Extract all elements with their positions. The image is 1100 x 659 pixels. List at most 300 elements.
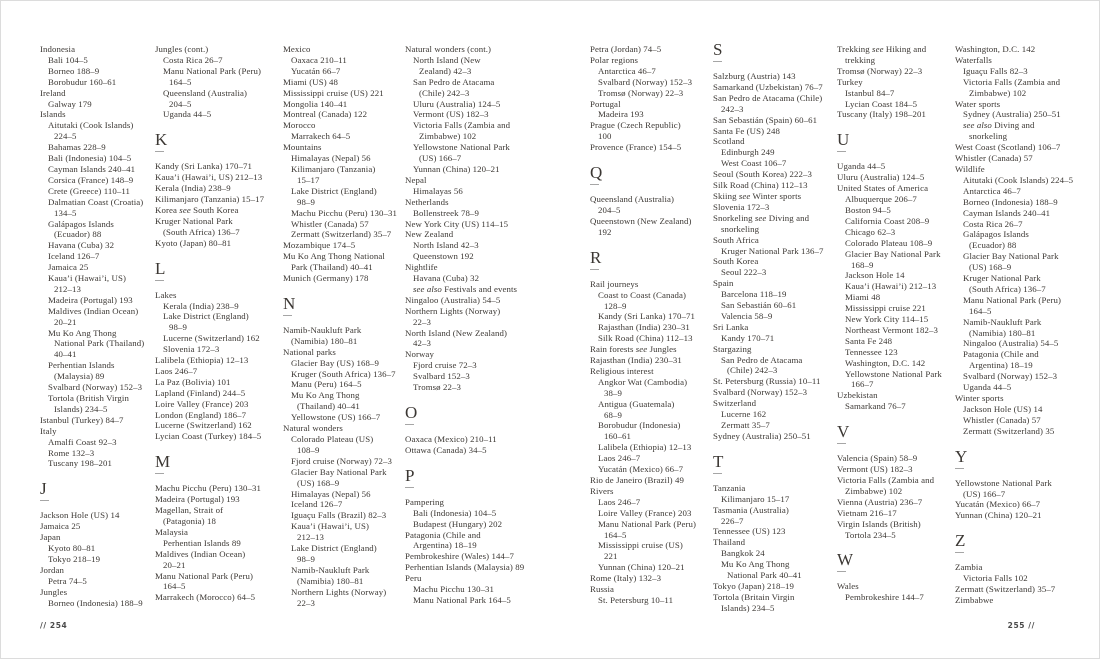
index-line: Kerala (India) 238–9 bbox=[163, 300, 239, 311]
index-column-5 bbox=[590, 44, 716, 606]
index-line: Tokyo 218–19 bbox=[48, 553, 101, 564]
index-line: Islands bbox=[40, 109, 66, 120]
index-line: Bali 104–5 bbox=[48, 54, 88, 65]
letter-rule bbox=[837, 151, 846, 152]
index-line: (Patagonia) 18 bbox=[163, 516, 216, 526]
index-line: Mu Ko Ang Thong bbox=[721, 559, 790, 570]
index-line: Argentina) 18–19 bbox=[969, 360, 1033, 371]
index-line: (Ecuador) 88 bbox=[54, 229, 102, 240]
index-line: Kaua’i (Hawai’i, US) bbox=[291, 521, 369, 532]
index-line: Crete (Greece) 110–11 bbox=[48, 185, 131, 196]
index-line: West Coast (Scotland) 106–7 bbox=[955, 142, 1061, 153]
index-line: (US) 168–9 bbox=[969, 262, 1012, 273]
index-line: Mississippi cruise 221 bbox=[845, 303, 926, 314]
index-line: Tortola (British Virgin bbox=[48, 393, 129, 403]
index-line: Magellan, Strait of bbox=[155, 505, 224, 516]
index-line: Mississippi cruise (US) bbox=[598, 540, 683, 551]
index-line: 42–3 bbox=[413, 338, 431, 349]
index-line: Himalayas (Nepal) 56 bbox=[291, 488, 371, 499]
index-line: San Sebastián 60–61 bbox=[721, 300, 797, 311]
index-line: Bali (Indonesia) 104–5 bbox=[48, 153, 132, 164]
index-line: Madeira 193 bbox=[598, 109, 644, 120]
index-line: Rajasthan (India) 230–31 bbox=[590, 355, 682, 366]
index-line: Prague (Czech Republic) bbox=[590, 120, 681, 131]
index-line: Manu National Park 164–5 bbox=[413, 594, 511, 605]
index-line: La Paz (Bolivia) 101 bbox=[155, 376, 231, 387]
index-line: 226–7 bbox=[721, 515, 744, 526]
index-line: Pembrokeshire 144–7 bbox=[845, 592, 924, 603]
index-line: Antarctica 46–7 bbox=[598, 65, 656, 76]
index-line: Ottawa (Canada) 34–5 bbox=[405, 444, 487, 455]
index-line: Polar regions bbox=[590, 54, 638, 65]
index-line: Rain forests see Jungles bbox=[590, 344, 677, 355]
index-line: Yellowstone (US) 166–7 bbox=[291, 412, 381, 423]
index-line: Loire Valley (France) 203 bbox=[155, 398, 249, 409]
index-line: Maldives (Indian Ocean) bbox=[48, 305, 139, 316]
letter-heading bbox=[405, 467, 531, 488]
index-line: Tuscany (Italy) 198–201 bbox=[837, 109, 926, 120]
index-line: (South Africa) 136–7 bbox=[969, 283, 1046, 294]
index-line: Namib-Naukluft Park bbox=[291, 564, 370, 575]
index-column-3 bbox=[283, 44, 409, 609]
index-line: Santa Fe 248 bbox=[845, 335, 893, 346]
index-line: Kruger National Park 136–7 bbox=[721, 245, 824, 256]
index-line: Natural wonders bbox=[283, 423, 343, 434]
index-line: Wales bbox=[837, 581, 859, 592]
index-line: Russia bbox=[590, 584, 615, 595]
index-line: Petra 74–5 bbox=[48, 575, 87, 586]
letter-glyph: M bbox=[155, 452, 171, 472]
index-line: Aitutaki (Cook Islands) 224–5 bbox=[963, 174, 1074, 185]
index-line: Victoria Falls (Zambia and bbox=[963, 76, 1061, 87]
index-line: Uganda 44–5 bbox=[963, 382, 1012, 393]
index-line: San Sebastián (Spain) 60–61 bbox=[713, 114, 818, 125]
index-line: Lapland (Finland) 244–5 bbox=[155, 387, 246, 398]
index-line: Mu Ko Ang Thong National bbox=[283, 251, 385, 262]
letter-glyph: T bbox=[713, 451, 724, 471]
index-line: Mu Ko Ang Thong bbox=[291, 390, 360, 401]
index-line: (Namibia) 180–81 bbox=[291, 335, 358, 346]
index-line: trekking bbox=[845, 54, 876, 65]
letter-heading bbox=[837, 131, 963, 152]
index-line: Iguaçu Falls (Brazil) 82–3 bbox=[291, 510, 387, 521]
index-line: Slovenia 172–3 bbox=[713, 201, 770, 212]
page-number-right: 255 // bbox=[1007, 621, 1035, 630]
index-line: 20–21 bbox=[54, 316, 77, 327]
letter-rule bbox=[155, 473, 164, 474]
index-line: Tokyo (Japan) 218–19 bbox=[713, 580, 795, 591]
index-line: Kaua’i (Hawai’i) 212–13 bbox=[845, 281, 937, 292]
index-line: Kilimanjaro (Tanzania) 15–17 bbox=[155, 194, 265, 205]
index-line: Tromsø (Norway) 22–3 bbox=[598, 87, 684, 98]
index-line: Havana (Cuba) 32 bbox=[48, 240, 115, 251]
index-line: Manu National Park (Peru) bbox=[598, 518, 697, 529]
index-line: Iceland 126–7 bbox=[48, 251, 100, 262]
letter-glyph: V bbox=[837, 422, 850, 442]
index-line: Chicago 62–3 bbox=[845, 226, 896, 237]
index-line: Sydney (Australia) 250–51 bbox=[713, 430, 811, 441]
letter-rule bbox=[40, 500, 49, 501]
index-line: Queenstown (New Zealand) bbox=[590, 215, 692, 226]
index-line: Bahamas 228–9 bbox=[48, 142, 106, 153]
index-line: Borneo 188–9 bbox=[48, 65, 100, 76]
index-line: Glacier Bay National Park bbox=[291, 466, 387, 477]
index-line: Galápagos Islands bbox=[963, 229, 1029, 240]
index-line: (Chile) 242–3 bbox=[727, 365, 778, 376]
index-line: Svalbard (Norway) 152–3 bbox=[713, 387, 808, 398]
index-line: New York City (US) 114–15 bbox=[405, 218, 509, 229]
letter-heading bbox=[405, 404, 531, 425]
index-line: Kandy 170–71 bbox=[721, 332, 775, 343]
index-line: Machu Picchu 130–31 bbox=[413, 584, 495, 595]
letter-glyph: K bbox=[155, 130, 168, 150]
index-line: Zermatt 35–7 bbox=[721, 420, 770, 430]
index-line: Trekking see Hiking and bbox=[837, 44, 927, 54]
index-line: San Pedro de Atacama bbox=[721, 354, 803, 365]
letter-glyph: Z bbox=[955, 531, 966, 551]
index-line: Jamaica 25 bbox=[48, 262, 89, 273]
index-line: Park (Thailand) 40–41 bbox=[291, 262, 373, 273]
index-line: Dalmatian Coast (Croatia) bbox=[48, 196, 144, 207]
index-line: Barcelona 118–19 bbox=[721, 289, 787, 300]
index-line: Amalfi Coast 92–3 bbox=[48, 436, 117, 447]
index-line: 204–5 bbox=[169, 98, 192, 109]
index-line: Scotland bbox=[713, 136, 745, 147]
index-line: Uluru (Australia) 124–5 bbox=[413, 98, 501, 109]
index-column-6 bbox=[713, 40, 839, 614]
index-line: Nightlife bbox=[405, 262, 438, 273]
index-line: Laos 246–7 bbox=[155, 365, 198, 376]
index-line: Himalayas (Nepal) 56 bbox=[291, 153, 371, 164]
index-line: (Namibia) 180–81 bbox=[297, 575, 364, 586]
index-line: Mu Ko Ang Thong bbox=[48, 327, 117, 338]
index-line: Istanbul (Turkey) 84–7 bbox=[40, 414, 124, 425]
index-line: Patagonia (Chile and bbox=[963, 349, 1039, 360]
index-line: Whistler (Canada) 57 bbox=[291, 218, 369, 229]
index-line: Kaua’i (Hawai’i, US) bbox=[48, 273, 126, 284]
index-line: 164–5 bbox=[604, 529, 627, 540]
index-line: Lake District (England) bbox=[291, 543, 377, 554]
letter-rule bbox=[713, 473, 722, 474]
index-line: Seoul 222–3 bbox=[721, 267, 767, 278]
index-line: Tortola (Britain Virgin bbox=[713, 591, 795, 602]
index-line: Madeira (Portugal) 193 bbox=[48, 294, 133, 305]
index-line: Fjord cruise 72–3 bbox=[413, 360, 477, 371]
letter-rule bbox=[405, 487, 414, 488]
letter-heading bbox=[837, 551, 963, 572]
index-line: Perhentian Islands (Malaysia) 89 bbox=[405, 562, 525, 573]
index-line: Tasmania (Australia) bbox=[713, 504, 789, 515]
index-line: 168–9 bbox=[851, 259, 874, 270]
index-line: 22–3 bbox=[413, 316, 431, 327]
index-line: South Africa bbox=[713, 234, 759, 245]
letter-heading bbox=[955, 532, 1081, 553]
index-line: Laos 246–7 bbox=[598, 496, 641, 507]
letter-rule bbox=[713, 61, 722, 62]
index-line: Himalayas 56 bbox=[413, 185, 463, 196]
index-line: Rail journeys bbox=[590, 278, 639, 289]
index-line: Oaxaca 210–11 bbox=[291, 54, 347, 65]
letter-glyph: J bbox=[40, 479, 47, 499]
index-line: Jamaica 25 bbox=[40, 521, 81, 532]
index-line: Northeast Vermont 182–3 bbox=[845, 324, 939, 335]
index-line: Kilimanjaro 15–17 bbox=[721, 493, 790, 504]
index-line: Tennessee 123 bbox=[845, 346, 898, 357]
index-line: Zimbabwe) 102 bbox=[969, 87, 1027, 98]
index-line: 108–9 bbox=[297, 444, 320, 455]
index-line: Iceland 126–7 bbox=[291, 499, 343, 510]
index-line: Jordan bbox=[40, 564, 65, 575]
index-line: West Coast 106–7 bbox=[721, 158, 787, 169]
index-line: Yucatán (Mexico) 66–7 bbox=[955, 499, 1041, 510]
index-line: Victoria Falls (Zambia and bbox=[413, 120, 511, 131]
index-line: Victoria Falls (Zambia and bbox=[837, 475, 935, 485]
index-line: Cayman Islands 240–41 bbox=[963, 207, 1051, 218]
index-line: Namib-Naukluft Park bbox=[283, 324, 362, 335]
index-line: Whistler (Canada) 57 bbox=[963, 414, 1041, 425]
index-line: 204–5 bbox=[598, 204, 621, 215]
index-line: 15–17 bbox=[297, 174, 320, 185]
index-line: Rivers bbox=[590, 485, 614, 496]
index-line: Fjord cruise (Norway) 72–3 bbox=[291, 455, 393, 466]
letter-glyph: Q bbox=[590, 163, 603, 183]
index-line: Pembrokeshire (Wales) 144–7 bbox=[405, 551, 514, 562]
index-line: Northern Lights (Norway) bbox=[405, 305, 501, 316]
index-line: Manu National Park (Peru) bbox=[163, 65, 262, 76]
index-line: Zealand) 42–3 bbox=[419, 65, 472, 76]
index-line: Oaxaca (Mexico) 210–11 bbox=[405, 434, 497, 444]
index-line: Svalbard 152–3 bbox=[413, 371, 470, 382]
index-line: Havana (Cuba) 32 bbox=[413, 273, 480, 284]
index-line: St. Petersburg (Russia) 10–11 bbox=[713, 376, 821, 387]
letter-rule bbox=[955, 468, 964, 469]
index-line: Slovenia 172–3 bbox=[163, 344, 220, 355]
index-line: Lalibela (Ethiopia) 12–13 bbox=[155, 355, 249, 366]
index-line: 128–9 bbox=[604, 300, 627, 311]
index-column-4 bbox=[405, 44, 531, 606]
letter-heading bbox=[713, 41, 839, 62]
index-line: Boston 94–5 bbox=[845, 204, 891, 215]
letter-heading bbox=[283, 295, 409, 316]
index-line: Zimbabwe bbox=[955, 594, 994, 605]
index-line: Iguaçu Falls 82–3 bbox=[963, 65, 1028, 76]
index-line: North Island (New Zealand) bbox=[405, 327, 508, 338]
index-line: Rio de Janeiro (Brazil) 49 bbox=[590, 475, 684, 485]
index-line: Vietnam 216–17 bbox=[837, 507, 897, 518]
index-line: Zermatt (Switzerland) 35 bbox=[963, 425, 1055, 436]
letter-heading bbox=[155, 131, 281, 152]
index-line: Argentina) 18–19 bbox=[413, 540, 477, 551]
index-line: Perhentian Islands bbox=[48, 360, 115, 371]
index-line: 134–5 bbox=[54, 207, 77, 218]
index-line: Kruger National Park bbox=[155, 215, 233, 226]
index-line: Zimbabwe) 102 bbox=[845, 485, 903, 496]
index-column-7 bbox=[837, 44, 963, 603]
index-line: Albuquerque 206–7 bbox=[845, 194, 917, 205]
letter-rule bbox=[155, 151, 164, 152]
index-line: 164–5 bbox=[169, 76, 192, 87]
index-line: Madeira (Portugal) 193 bbox=[155, 494, 240, 505]
index-line: Mississippi cruise (US) 221 bbox=[283, 87, 384, 98]
index-line: California Coast 208–9 bbox=[845, 215, 930, 226]
index-line: 40–41 bbox=[54, 349, 77, 360]
index-line: Silk Road (China) 112–13 bbox=[598, 333, 693, 344]
index-line: Jackson Hole (US) 14 bbox=[40, 510, 120, 521]
index-line: Washington, D.C. 142 bbox=[845, 357, 926, 368]
index-line: Jackson Hole (US) 14 bbox=[963, 403, 1043, 414]
index-line: Winter sports bbox=[955, 393, 1004, 403]
index-line: (South Africa) 136–7 bbox=[163, 226, 240, 237]
index-line: Morocco bbox=[283, 120, 316, 131]
index-line: St. Petersburg 10–11 bbox=[598, 594, 674, 605]
index-line: Yunnan (China) 120–21 bbox=[413, 163, 500, 174]
index-line: Santa Fe (US) 248 bbox=[713, 125, 780, 136]
index-line: Rome (Italy) 132–3 bbox=[590, 573, 662, 584]
index-line: National Park 40–41 bbox=[727, 570, 802, 581]
index-line: Turkey bbox=[837, 76, 863, 87]
index-line: Lake District (England) bbox=[163, 311, 249, 322]
index-line: Zambia bbox=[955, 562, 983, 573]
index-line: Vermont (US) 182–3 bbox=[837, 464, 913, 475]
index-line: Kerala (India) 238–9 bbox=[155, 183, 231, 194]
index-line: Malaysia bbox=[155, 526, 189, 537]
index-line: Vermont (US) 182–3 bbox=[413, 109, 489, 120]
index-line: 166–7 bbox=[851, 379, 874, 390]
index-line: Queenstown 192 bbox=[413, 251, 474, 262]
index-line: 164–5 bbox=[163, 581, 186, 592]
index-line: National parks bbox=[283, 346, 336, 357]
index-column-8 bbox=[955, 44, 1081, 606]
index-line: Antarctica 46–7 bbox=[963, 185, 1021, 196]
index-line: Aitutaki (Cook Islands) bbox=[48, 120, 134, 131]
index-line: Maldives (Indian Ocean) bbox=[155, 548, 246, 559]
index-line: Mexico bbox=[283, 44, 311, 54]
index-line: Korea see South Korea bbox=[155, 204, 239, 215]
index-line: Antigua (Guatemala) bbox=[598, 398, 675, 409]
index-line: 100 bbox=[598, 131, 612, 142]
index-line: Kilimanjaro (Tanzania) bbox=[291, 163, 376, 174]
index-line: Islands) 234–5 bbox=[721, 602, 775, 613]
index-line: Yunnan (China) 120–21 bbox=[598, 562, 685, 573]
index-line: Laos 246–7 bbox=[598, 453, 641, 464]
index-line: Svalbard (Norway) 152–3 bbox=[963, 371, 1058, 382]
index-line: Zermatt (Switzerland) 35–7 bbox=[291, 229, 392, 240]
index-line: 98–9 bbox=[297, 553, 315, 564]
index-line: 221 bbox=[604, 551, 618, 562]
index-line: San Pedro de Atacama (Chile) bbox=[713, 92, 823, 103]
page-number-left: // 254 bbox=[40, 621, 68, 630]
letter-heading bbox=[590, 249, 716, 270]
index-line: Petra (Jordan) 74–5 bbox=[590, 44, 662, 54]
index-line: Northern Lights (Norway) bbox=[291, 586, 387, 597]
index-line: Zermatt (Switzerland) 35–7 bbox=[955, 584, 1056, 595]
letter-glyph: N bbox=[283, 293, 296, 313]
index-line: Yunnan (China) 120–21 bbox=[955, 510, 1042, 521]
index-line: snorkeling bbox=[969, 131, 1008, 142]
letter-rule bbox=[955, 552, 964, 553]
index-line: Spain bbox=[713, 278, 734, 289]
index-line: Manu National Park (Peru) bbox=[155, 570, 254, 581]
index-line: Edinburgh 249 bbox=[721, 147, 775, 158]
index-line: Samarkand 76–7 bbox=[845, 401, 906, 412]
index-line: (US) 166–7 bbox=[419, 153, 462, 164]
index-line: Cayman Islands 240–41 bbox=[48, 163, 136, 174]
index-line: San Pedro de Atacama bbox=[413, 76, 495, 87]
index-line: Borobudur 160–61 bbox=[48, 76, 117, 87]
index-line: Thailand bbox=[713, 537, 746, 548]
index-line: Miami 48 bbox=[845, 292, 881, 303]
index-line: Jackson Hole 14 bbox=[845, 270, 905, 281]
index-line: 242–3 bbox=[721, 103, 744, 114]
index-line: New Zealand bbox=[405, 229, 454, 240]
index-line: Kyoto 80–81 bbox=[48, 543, 96, 554]
index-line: Tromsø 22–3 bbox=[413, 382, 461, 393]
index-line: Marrakech 64–5 bbox=[291, 131, 351, 142]
index-line: Valencia 58–9 bbox=[721, 310, 773, 321]
letter-glyph: W bbox=[837, 550, 854, 570]
index-line: Jungles (cont.) bbox=[155, 44, 209, 54]
index-line: 98–9 bbox=[169, 322, 187, 333]
index-line: Glacier Bay (US) 168–9 bbox=[291, 357, 379, 368]
index-line: Svalbard (Norway) 152–3 bbox=[48, 382, 143, 393]
index-line: Galápagos Islands bbox=[48, 218, 114, 229]
index-line: 68–9 bbox=[604, 409, 622, 420]
index-line: Tortola 234–5 bbox=[845, 529, 896, 540]
index-line: New York City 114–15 bbox=[845, 314, 929, 325]
index-line: Sydney (Australia) 250–51 bbox=[963, 109, 1061, 120]
index-column-1 bbox=[40, 44, 166, 609]
index-line: Norway bbox=[405, 349, 434, 360]
letter-rule bbox=[155, 280, 164, 281]
index-line: Yellowstone National Park bbox=[955, 477, 1052, 488]
index-line: Kruger National Park bbox=[963, 273, 1041, 284]
index-line: Jungles bbox=[40, 586, 68, 597]
letter-rule bbox=[590, 184, 599, 185]
index-line: Uzbekistan bbox=[837, 390, 878, 401]
index-line: Peru bbox=[405, 573, 422, 584]
index-line: Rome 132–3 bbox=[48, 447, 95, 458]
index-line: Munich (Germany) 178 bbox=[283, 273, 369, 284]
index-line: Rajasthan (India) 230–31 bbox=[598, 322, 690, 333]
index-line: Coast to Coast (Canada) bbox=[598, 289, 687, 300]
index-line: Yellowstone National Park bbox=[845, 368, 942, 379]
index-line: Lake District (England) bbox=[291, 185, 377, 196]
index-line: Nepal bbox=[405, 174, 427, 185]
index-line: Borobudur (Indonesia) bbox=[598, 420, 681, 431]
index-line: Zimbabwe) 102 bbox=[419, 131, 477, 142]
index-line: Manu (Peru) 164–5 bbox=[291, 379, 362, 390]
index-line: Miami (US) 48 bbox=[283, 76, 339, 87]
index-line: Manu National Park (Peru) bbox=[963, 294, 1062, 305]
index-line: Lakes bbox=[155, 289, 177, 300]
index-line: Corsica (France) 148–9 bbox=[48, 174, 134, 185]
index-line: Tromsø (Norway) 22–3 bbox=[837, 65, 923, 76]
index-line: Whistler (Canada) 57 bbox=[955, 153, 1033, 164]
index-line: Japan bbox=[40, 532, 61, 543]
letter-rule bbox=[283, 315, 292, 316]
index-line: Kandy (Sri Lanka) 170–71 bbox=[155, 161, 252, 172]
index-line: snorkeling bbox=[721, 223, 760, 234]
index-line: Namib-Naukluft Park bbox=[963, 316, 1042, 327]
index-line: (Chile) 242–3 bbox=[419, 87, 470, 98]
index-line: Borneo (Indonesia) 188–9 bbox=[48, 597, 143, 608]
index-line: Vienna (Austria) 236–7 bbox=[837, 496, 923, 507]
index-line: 164–5 bbox=[969, 305, 992, 316]
index-line: Uganda 44–5 bbox=[837, 161, 886, 172]
index-line: 98–9 bbox=[297, 196, 315, 207]
index-line: Skiing see Winter sports bbox=[713, 190, 802, 201]
index-line: Natural wonders (cont.) bbox=[405, 44, 492, 54]
